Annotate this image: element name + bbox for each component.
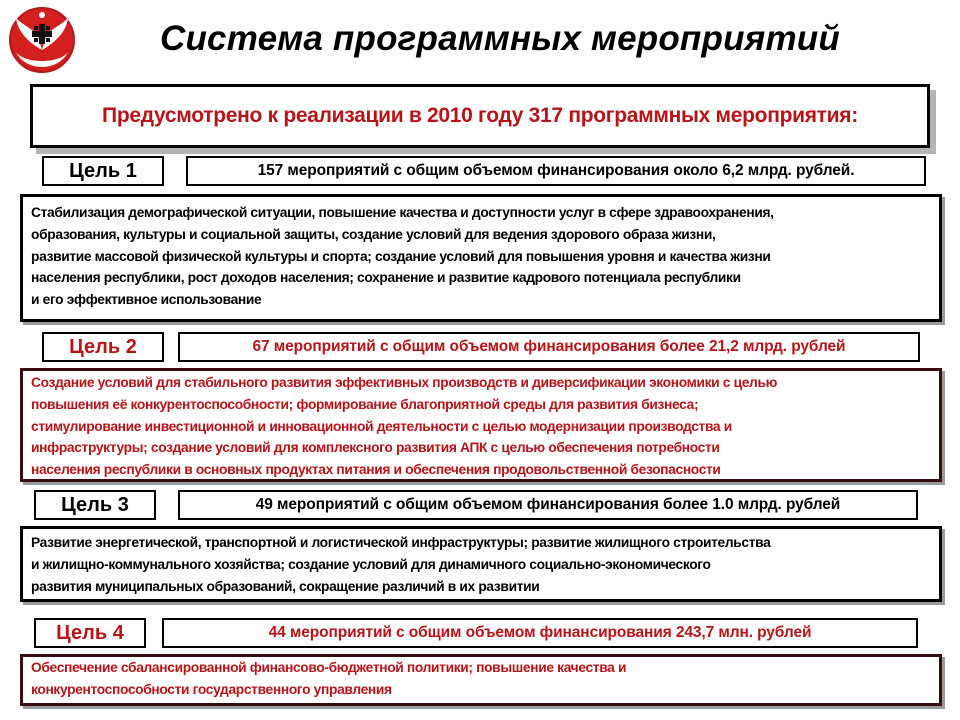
description-line: Создание условий для стабильного развития эффективных производств и диверсификации экономики с целью bbox=[31, 375, 778, 390]
description-line: населения республики, рост доходов населения; сохранение и развитие кадрового потенциала республики bbox=[31, 270, 741, 286]
description-line: развитие массовой физической культуры и спорта; создание условий для повышения уровня и качества жизни bbox=[31, 248, 771, 264]
description-line: и жилищно-коммунального хозяйства; создание условий для динамичного социально-экономического bbox=[31, 556, 711, 572]
goal-4-label: Цель 4 bbox=[34, 618, 146, 648]
goal-1-description bbox=[20, 194, 942, 322]
description-line: конкурентоспособности государственного управления bbox=[31, 681, 392, 697]
description-line: Обеспечение сбалансированной финансово-бюджетной политики; повышение качества и bbox=[31, 660, 627, 675]
description-line: стимулирование инвестиционной и инновационной деятельности с целью модернизации производства и bbox=[31, 418, 732, 434]
goal-3-label: Цель 3 bbox=[34, 490, 156, 520]
description-line: инфраструктуры; создание условий для комплексного развития АПК с целью обеспечения потребности bbox=[31, 440, 720, 456]
goal-3-summary: 49 мероприятий с общим объемом финансирования более 1.0 млрд. рублей bbox=[178, 490, 918, 520]
coat-of-arms-logo bbox=[2, 2, 86, 82]
description-line: Развитие энергетической, транспортной и логистической инфраструктуры; развитие жилищного строительства bbox=[31, 535, 771, 550]
goal-2-summary: 67 мероприятий с общим объемом финансирования более 21,2 млрд. рублей bbox=[178, 332, 920, 362]
goal-1-label: Цель 1 bbox=[42, 156, 164, 186]
goal-2-label: Цель 2 bbox=[42, 332, 164, 362]
description-line: и его эффективное использование bbox=[31, 292, 262, 308]
description-line: населения республики в основных продуктах питания и обеспечения продовольственной безопасности bbox=[31, 462, 721, 478]
solar-sign-icon bbox=[32, 24, 52, 44]
description-line: развития муниципальных образований, сокращение различий в их развитии bbox=[31, 578, 540, 594]
goal-2-description bbox=[20, 368, 942, 482]
description-line: повышения её конкурентоспособности; формирование благоприятной среды для развития бизнеса; bbox=[31, 396, 699, 412]
goal-4-description bbox=[20, 654, 942, 706]
goal-4-summary: 44 мероприятий с общим объемом финансирования 243,7 млн. рублей bbox=[162, 618, 918, 648]
heading-box bbox=[30, 84, 930, 148]
description-line: образования, культуры и социальной защиты, создание условий для ведения здорового образа жизни, bbox=[31, 226, 716, 242]
page-title: Система программных мероприятий bbox=[160, 19, 840, 58]
heading-text: Предусмотрено к реализации в 2010 году 317 программных мероприятия: bbox=[102, 104, 858, 127]
goal-1-summary: 157 мероприятий с общим объемом финансирования около 6,2 млрд. рублей. bbox=[186, 156, 926, 186]
goal-3-description bbox=[20, 526, 942, 602]
description-line: Стабилизация демографической ситуации, повышение качества и доступности услуг в сфере здравоохранения, bbox=[31, 205, 774, 220]
